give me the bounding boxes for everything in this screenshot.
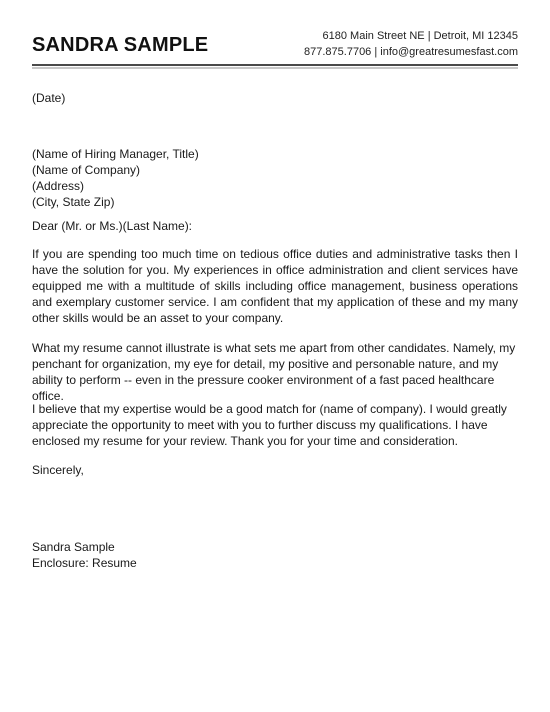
body-paragraph-3: I believe that my expertise would be a good match for (name of company). I would greatly appreciate the opportunity to meet with you to further discuss my qualifications. I have enclosed my resume for your review. Thank you for your time and consideration. (32, 402, 507, 448)
body-paragraph-1: If you are spending too much time on tedious office duties and administrative tasks then I have the solution for you. My experiences in office administration and client services have equipped me with a multitude of skills including office management, business operations and exemplary customer service. I am confident that my application of these and my many other skills would be an asset to your company. (32, 247, 518, 325)
header-divider (32, 64, 518, 66)
body-paragraph-2: What my resume cannot illustrate is what sets me apart from other candidates. Namely, my penchant for organization, my eye for detail, my positive and personable nature, and my ability to perform -- even in the pressure cooker environment of a fast paced healthcare office. (32, 341, 516, 403)
recipient-block (32, 146, 518, 210)
enclosure-line: Enclosure: Resume (32, 556, 137, 570)
recipient-line: (Name of Company) (32, 163, 141, 177)
signature-name: Sandra Sample (32, 540, 115, 554)
header-divider-shadow (32, 67, 518, 69)
applicant-name: SANDRA SAMPLE (32, 34, 209, 56)
salutation: Dear (Mr. or Ms.)(Last Name): (32, 219, 193, 233)
letter-date: (Date) (32, 91, 66, 105)
recipient-line: (Name of Hiring Manager, Title) (32, 147, 199, 161)
contact-block (304, 28, 518, 60)
phone-email-line: 877.875.7706 | info@greatresumesfast.com (304, 46, 518, 58)
recipient-line: (Address) (32, 179, 85, 193)
closing: Sincerely, (32, 463, 84, 477)
address-line: 6180 Main Street NE | Detroit, MI 12345 (322, 30, 518, 42)
recipient-line: (City, State Zip) (32, 195, 115, 209)
signature-block (32, 539, 518, 571)
